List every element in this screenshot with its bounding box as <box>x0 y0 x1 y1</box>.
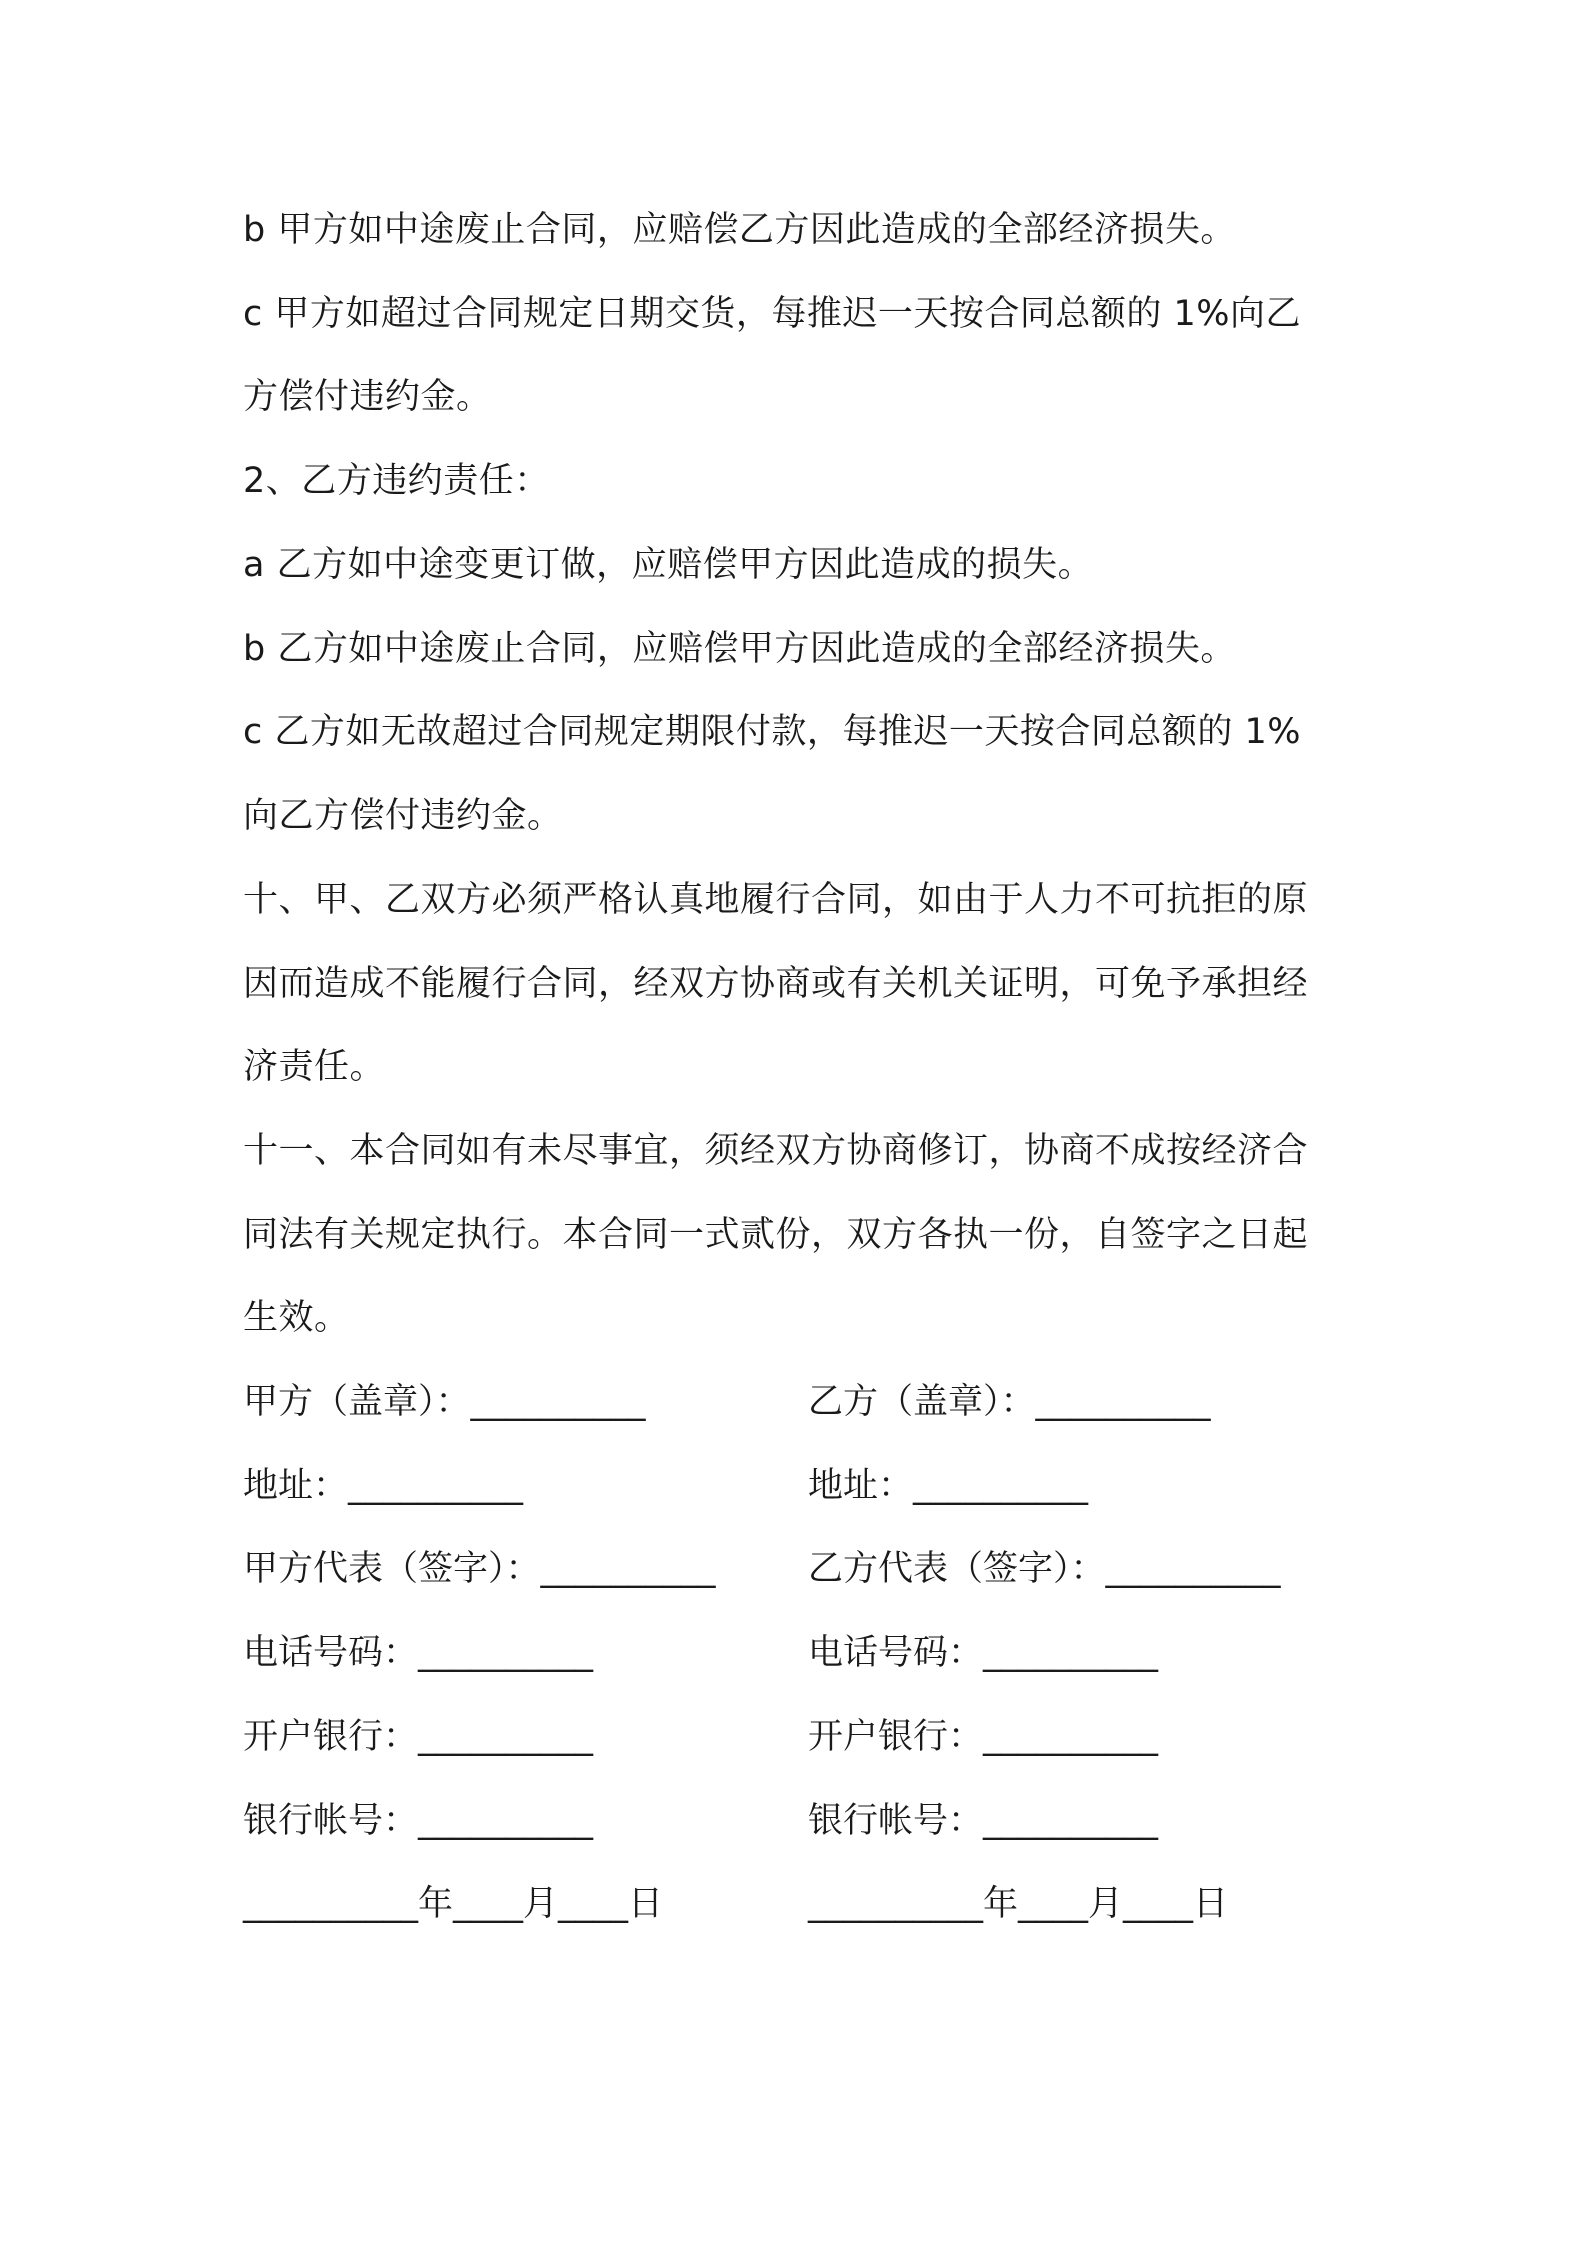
clause-line-9: 十、甲、乙双方必须严格认真地履行合同，如由于人力不可抗拒的原 <box>243 880 1309 920</box>
party-b-account-field: 银行帐号：__________ <box>808 1801 1159 1841</box>
party-a-address-field: 地址：__________ <box>243 1466 524 1506</box>
party-b-representative-field: 乙方代表（签字）：__________ <box>808 1549 1281 1589</box>
clause-line-13: 同法有关规定执行。本合同一式贰份，双方各执一份，自签字之日起 <box>243 1215 1309 1255</box>
clause-line-4: 2、乙方违约责任： <box>243 461 550 501</box>
clause-line-6: b 乙方如中途废止合同，应赔偿甲方因此造成的全部经济损失。 <box>243 629 1236 669</box>
party-b-phone-field: 电话号码：__________ <box>808 1633 1159 1673</box>
clause-line-10: 因而造成不能履行合同，经双方协商或有关机关证明，可免予承担经 <box>243 964 1309 1004</box>
party-a-representative-field: 甲方代表（签字）：__________ <box>243 1549 716 1589</box>
party-b-bank-field: 开户银行：__________ <box>808 1717 1159 1757</box>
clause-line-3: 方偿付违约金。 <box>243 377 492 417</box>
clause-line-7: c 乙方如无故超过合同规定期限付款，每推迟一天按合同总额的 1% <box>243 712 1302 752</box>
party-a-bank-field: 开户银行：__________ <box>243 1717 594 1757</box>
clause-line-11: 济责任。 <box>243 1047 386 1087</box>
clause-line-12: 十一、本合同如有未尽事宜，须经双方协商修订，协商不成按经济合 <box>243 1131 1309 1171</box>
party-a-seal-field: 甲方（盖章）：__________ <box>243 1382 646 1422</box>
clause-line-8: 向乙方偿付违约金。 <box>243 796 563 836</box>
clause-line-14: 生效。 <box>243 1298 350 1338</box>
party-b-date-field: __________年____月____日 <box>808 1884 1229 1924</box>
party-b-seal-field: 乙方（盖章）：__________ <box>808 1382 1211 1422</box>
party-a-date-field: __________年____月____日 <box>243 1884 664 1924</box>
party-a-phone-field: 电话号码：__________ <box>243 1633 594 1673</box>
party-b-address-field: 地址：__________ <box>808 1466 1089 1506</box>
clause-line-1: b 甲方如中途废止合同，应赔偿乙方因此造成的全部经济损失。 <box>243 210 1236 250</box>
clause-line-5: a 乙方如中途变更订做，应赔偿甲方因此造成的损失。 <box>243 545 1094 585</box>
clause-line-2: c 甲方如超过合同规定日期交货，每推迟一天按合同总额的 1%向乙 <box>243 294 1302 334</box>
party-a-account-field: 银行帐号：__________ <box>243 1801 594 1841</box>
